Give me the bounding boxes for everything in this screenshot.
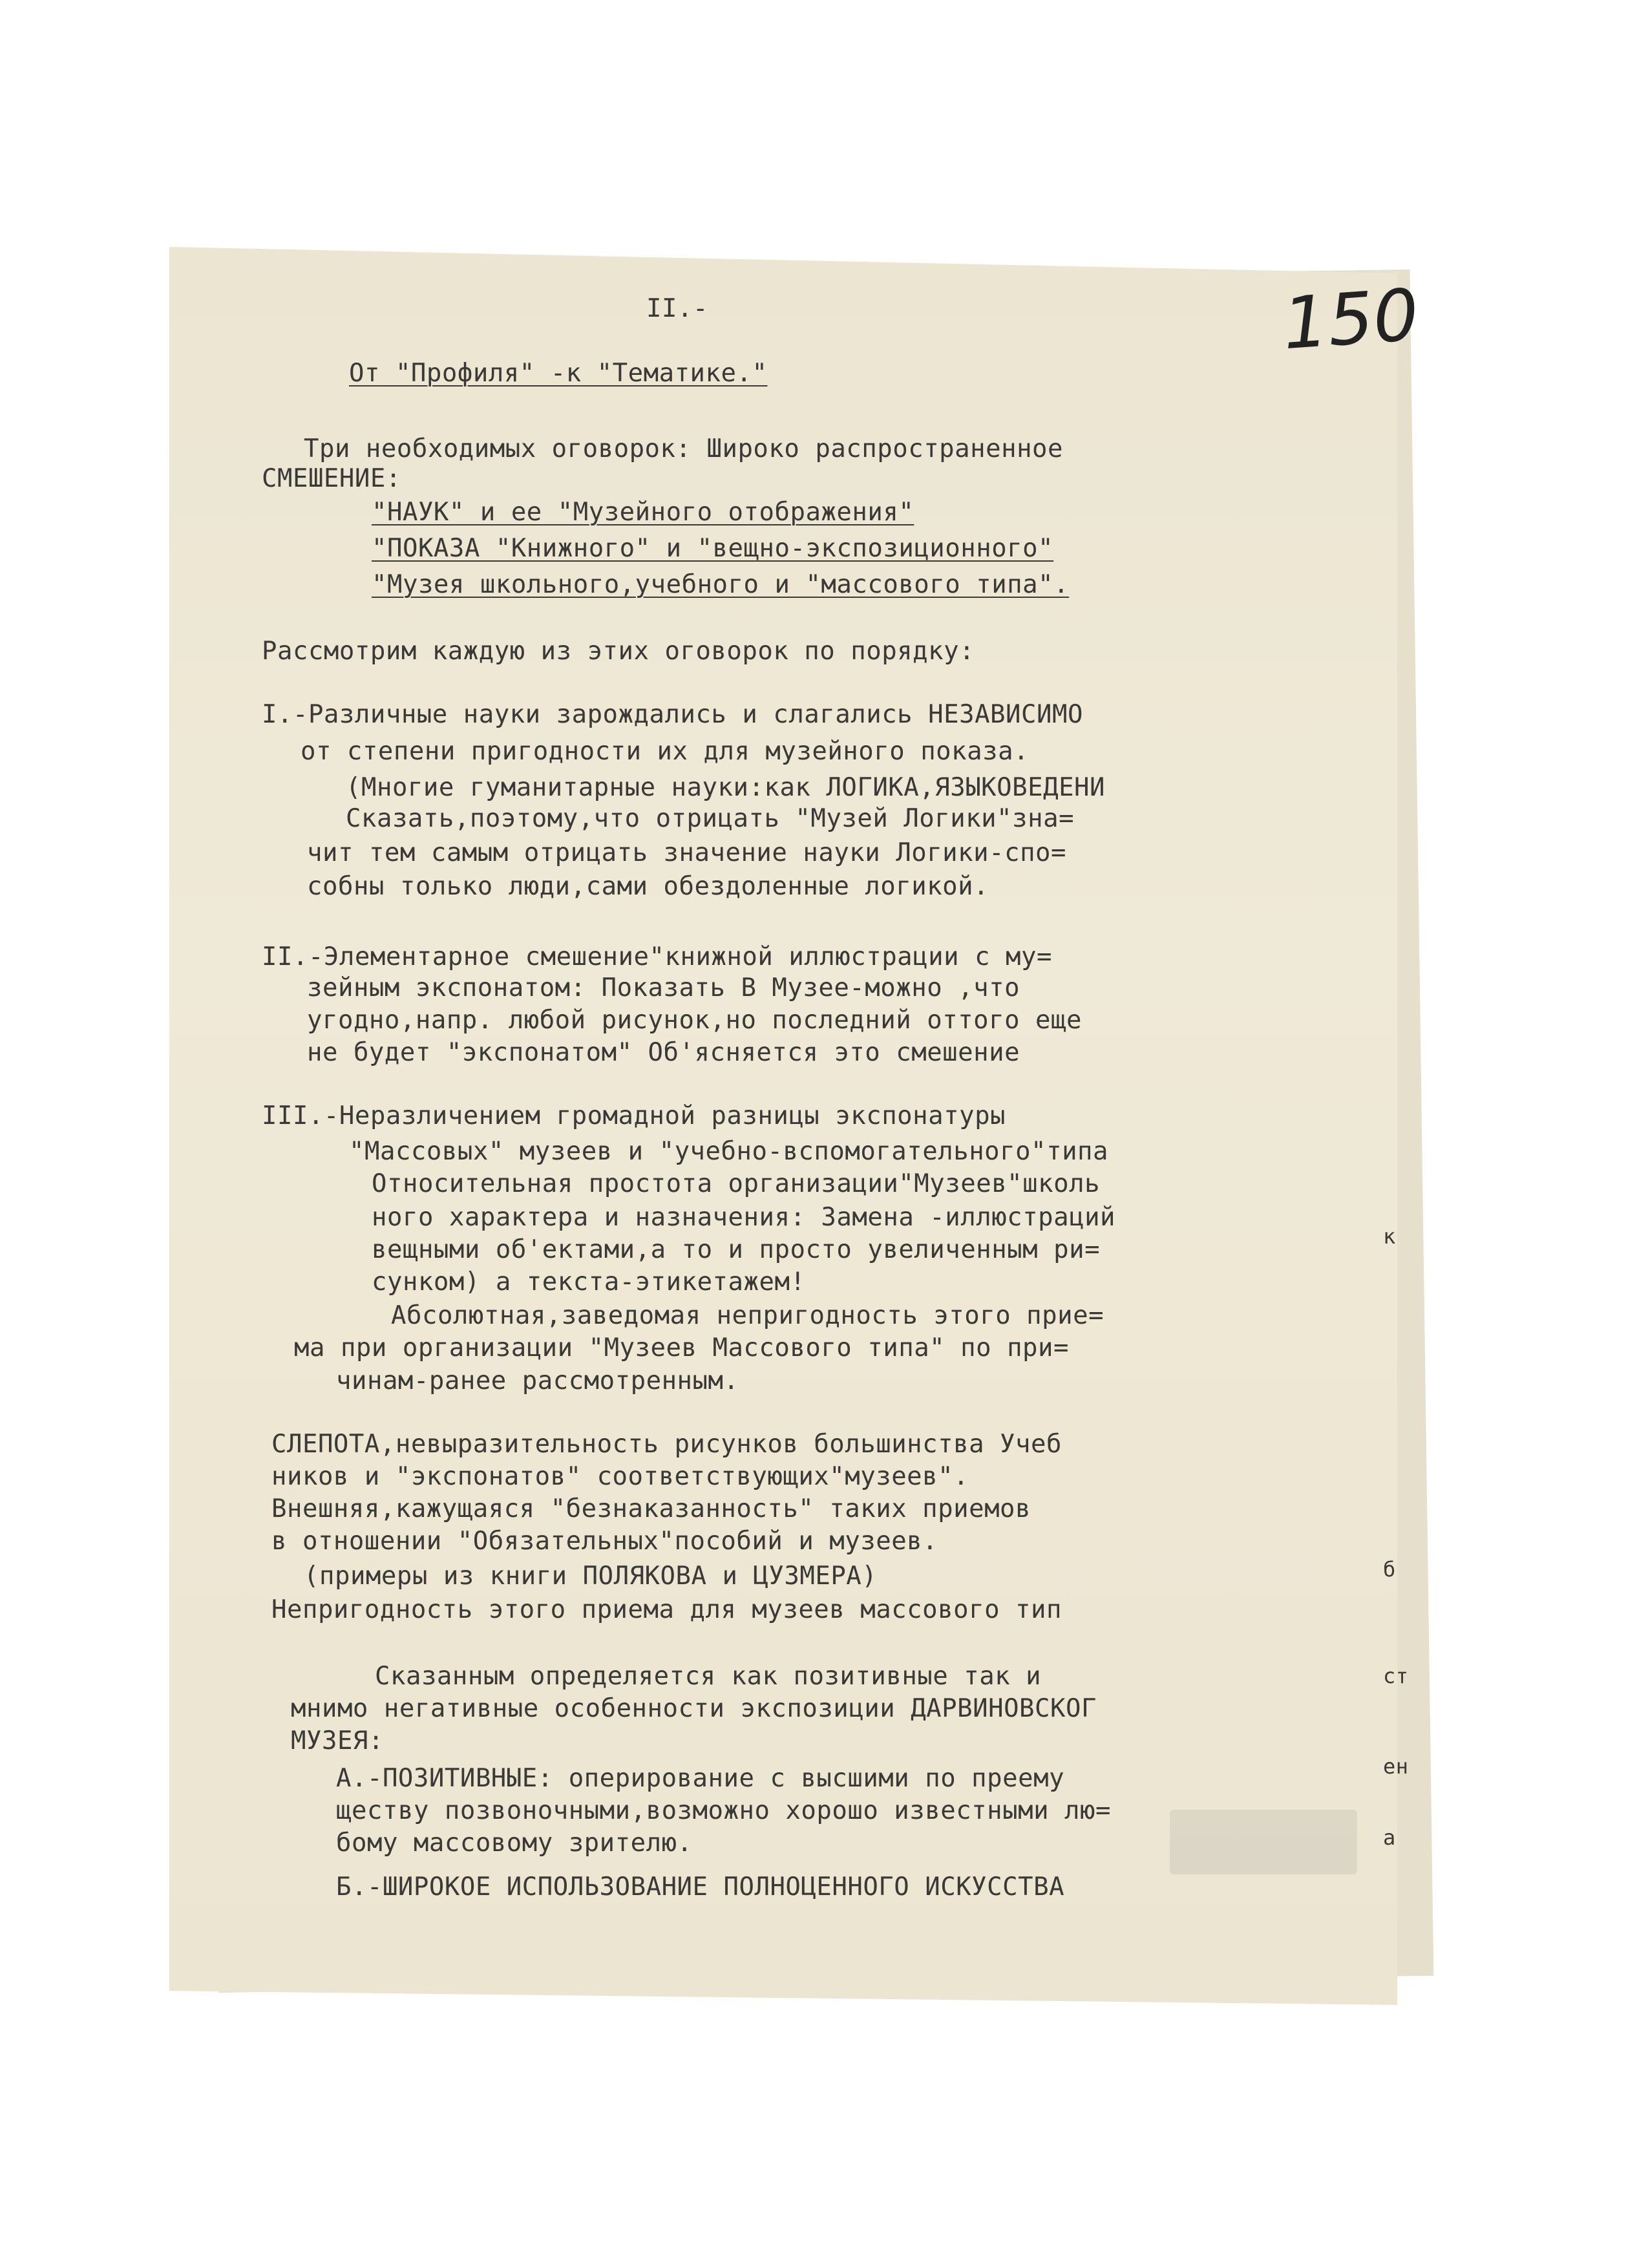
blindness-line: Непригодность этого приема для музеев массового тип xyxy=(271,1595,1062,1624)
section-number: II.- xyxy=(646,294,708,323)
point1-line: (Многие гуманитарные науки:как ЛОГИКА,ЯЗЫКОВЕДЕНИ xyxy=(346,773,1106,802)
point3-line: Относительная простота организации"Музеев"школь xyxy=(372,1169,1101,1198)
point2-line: не будет "экспонатом" Об'ясняется это смешение xyxy=(307,1038,1020,1067)
section-title: От "Профиля" -к "Тематике." xyxy=(349,359,768,388)
point3-line: Абсолютная,заведомая непригодность этого прие= xyxy=(391,1301,1104,1330)
point3-line: чинам-ранее рассмотренным. xyxy=(336,1366,739,1395)
handwritten-page-number: 150 xyxy=(1280,273,1422,366)
intro-line: "ПОКАЗА "Книжного" и "вещно-экспозиционного" xyxy=(372,534,1054,563)
faded-stamp xyxy=(1170,1810,1357,1874)
point3-line: вещными об'ектами,а то и просто увеличенным ри= xyxy=(372,1235,1101,1264)
blindness-line: (примеры из книги ПОЛЯКОВА и ЦУЗМЕРА) xyxy=(304,1562,878,1591)
margin-fragment: б xyxy=(1383,1557,1396,1582)
point2-line: зейным экспонатом: Показать В Музее-можно ,что xyxy=(307,973,1020,1002)
blindness-line: ников и "экспонатов" соответствующих"музеев". xyxy=(271,1462,969,1491)
intro-line: Рассмотрим каждую из этих оговорок по порядку: xyxy=(262,637,975,666)
point3-line: ного характера и назначения: Замена -иллюстраций xyxy=(372,1203,1116,1232)
margin-fragment: к xyxy=(1383,1224,1396,1249)
conclusion-line: мнимо негативные особенности экспозиции ДАРВИНОВСКОГ xyxy=(291,1694,1097,1723)
conclusion-line: ществу позвоночными,возможно хорошо известными лю= xyxy=(336,1796,1111,1825)
intro-line: Три необходимых оговорок: Широко распространенное xyxy=(304,434,1064,463)
intro-line: СМЕШЕНИЕ: xyxy=(262,464,401,493)
point1-line: I.-Различные науки зарождались и слагались НЕЗАВИСИМО xyxy=(262,700,1083,729)
conclusion-line: Сказанным определяется как позитивные так и xyxy=(375,1662,1042,1691)
point1-line: от степени пригодности их для музейного показа. xyxy=(301,737,1030,766)
point2-line: II.-Элементарное смешение"книжной иллюстрации с му= xyxy=(262,942,1052,971)
point3-line: "Массовых" музеев и "учебно-вспомогательного"типа xyxy=(349,1137,1109,1166)
point1-line: Сказать,поэтому,что отрицать "Музей Логики"зна= xyxy=(346,804,1075,833)
point2-line: угодно,напр. любой рисунок,но последний оттого еще xyxy=(307,1006,1082,1035)
conclusion-line: бому массовому зрителю. xyxy=(336,1828,693,1858)
intro-line: "Музея школьного,учебного и "массового типа". xyxy=(372,570,1070,599)
conclusion-line: А.-ПОЗИТИВНЫЕ: оперирование с высшими по преему xyxy=(336,1764,1065,1793)
point3-line: ма при организации "Музеев Массового типа" по при= xyxy=(294,1333,1069,1362)
point3-line: III.-Неразличением громадной разницы экспонатуры xyxy=(262,1101,1006,1130)
margin-fragment: ен xyxy=(1383,1754,1409,1779)
intro-line: "НАУК" и ее "Музейного отображения" xyxy=(372,498,914,527)
blindness-line: СЛЕПОТА,невыразительность рисунков большинства Учеб xyxy=(271,1430,1062,1459)
blindness-line: Внешняя,кажущаяся "безнаказанность" таких приемов xyxy=(271,1494,1031,1523)
margin-fragment: ст xyxy=(1383,1664,1409,1688)
margin-fragment: а xyxy=(1383,1825,1396,1850)
point3-line: сунком) а текста-этикетажем! xyxy=(372,1267,806,1297)
conclusion-line: Б.-ШИРОКОЕ ИСПОЛЬЗОВАНИЕ ПОЛНОЦЕННОГО ИСКУССТВА xyxy=(336,1872,1065,1902)
point1-line: чит тем самым отрицать значение науки Логики-спо= xyxy=(307,838,1067,867)
blindness-line: в отношении "Обязательных"пособий и музеев. xyxy=(271,1527,938,1556)
point1-line: собны только люди,сами обездоленные логикой. xyxy=(307,872,989,901)
conclusion-line: МУЗЕЯ: xyxy=(291,1726,384,1755)
